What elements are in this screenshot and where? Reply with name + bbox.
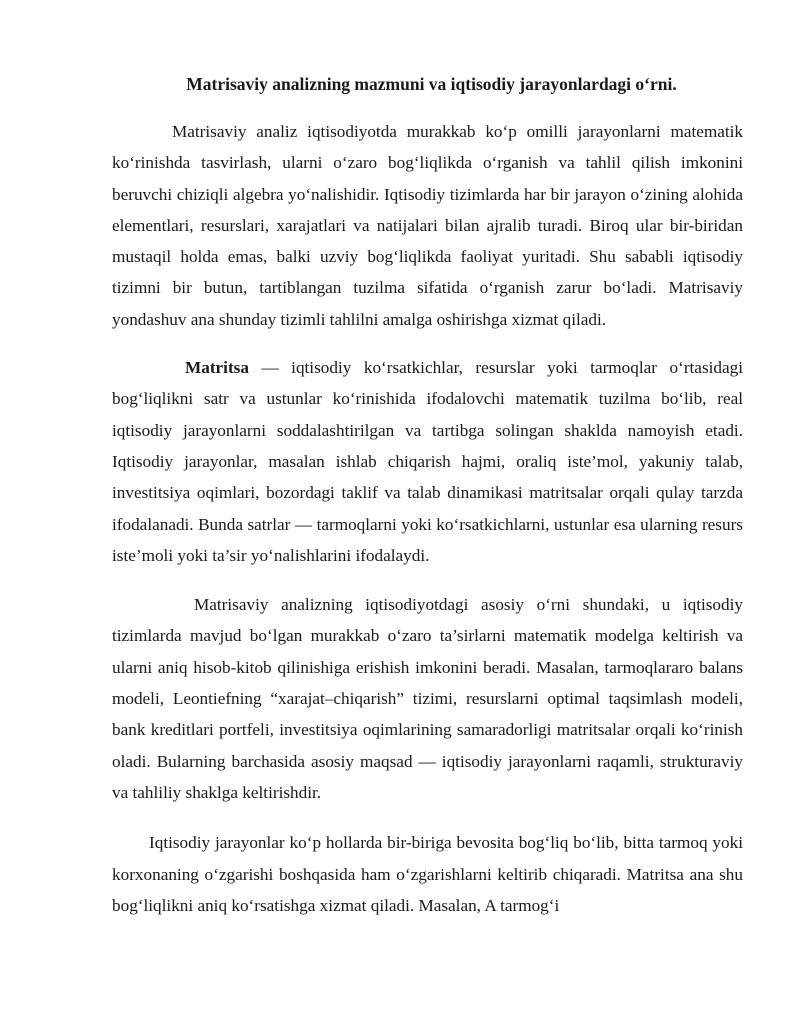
paragraph-text: Matrisaviy analiz iqtisodiyotda murakkab ko‘p omilli jarayonlarni matematik ko‘rinishda tasvirlash, ularni o‘zaro bog‘liqlikda o‘rganish va tahlil qilish imkonini beruvchi chiziqli algebra yo‘nalishidir. Iqtisodiy tizimlarda har bir jarayon o‘zining alohida elementlari, resurslari, xarajatlari va natijalari bilan ajralib turadi. Biroq ular bir-biridan mustaqil holda emas, balki uzviy bog‘liqlikda faoliyat yuritadi. Shu sababli iqtisodiy tizimni bir butun, tartiblangan tuzilma sifatida o‘rganish zarur bo‘ladi. Matrisaviy yondashuv ana shunday tizimli tahlilni amalga oshirishga xizmat qiladi. <box>112 122 743 329</box>
paragraph-matrix-analysis-intro <box>112 116 743 335</box>
paragraph-text: — iqtisodiy ko‘rsatkichlar, resurslar yoki tarmoqlar o‘rtasidagi bog‘liqlikni satr va ustunlar ko‘rinishida ifodalovchi matematik tuzilma bo‘lib, real iqtisodiy jarayonlarni soddalashtirilgan va tartibga solingan shaklda namoyish etadi. Iqtisodiy jarayonlar, masalan ishlab chiqarish hajmi, oraliq iste’mol, yakuniy talab, investitsiya oqimlari, bozordagi taklif va talab dinamikasi matritsalar orqali qulay tarzda ifodalanadi. Bunda satrlar — tarmoqlarni yoki ko‘rsatkichlarni, ustunlar esa ularning resurs iste’moli yoki ta’sir yo‘nalishlarini ifodalaydi. <box>112 358 743 565</box>
document-title: Matrisaviy analizning mazmuni va iqtisodiy jarayonlardagi o‘rni. <box>186 74 677 94</box>
paragraph-text: Matrisaviy analizning iqtisodiyotdagi asosiy o‘rni shundaki, u iqtisodiy tizimlarda mavjud bo‘lgan murakkab o‘zaro ta’sirlarni matematik modelga keltirish va ularni aniq hisob-kitob qilinishiga erishish imkonini beradi. Masalan, tarmoqlararo balans modeli, Leontiefning “xarajat–chiqarish” tizimi, resurslarni optimal taqsimlash modeli, bank kreditlari portfeli, investitsiya oqimlarining samaradorligi matritsalar orqali ko‘rinish oladi. Bularning barchasida asosiy maqsad — iqtisodiy jarayonlarni raqamli, strukturaviy va tahliliy shaklga keltirishdir. <box>112 595 743 802</box>
paragraph-economic-role <box>112 589 743 808</box>
term-matritsa: Matritsa <box>185 358 249 378</box>
paragraph-text: Iqtisodiy jarayonlar ko‘p hollarda bir-biriga bevosita bog‘liq bo‘lib, bitta tarmoq yoki korxonaning o‘zgarishi boshqasida ham o‘zgarishlarni keltirib chiqaradi. Matritsa ana shu bog‘liqlikni aniq ko‘rsatishga xizmat qiladi. Masalan, A tarmog‘i <box>112 833 743 915</box>
paragraph-interdependence <box>112 827 743 921</box>
document-page <box>112 0 743 921</box>
paragraph-matrix-definition <box>112 352 743 571</box>
